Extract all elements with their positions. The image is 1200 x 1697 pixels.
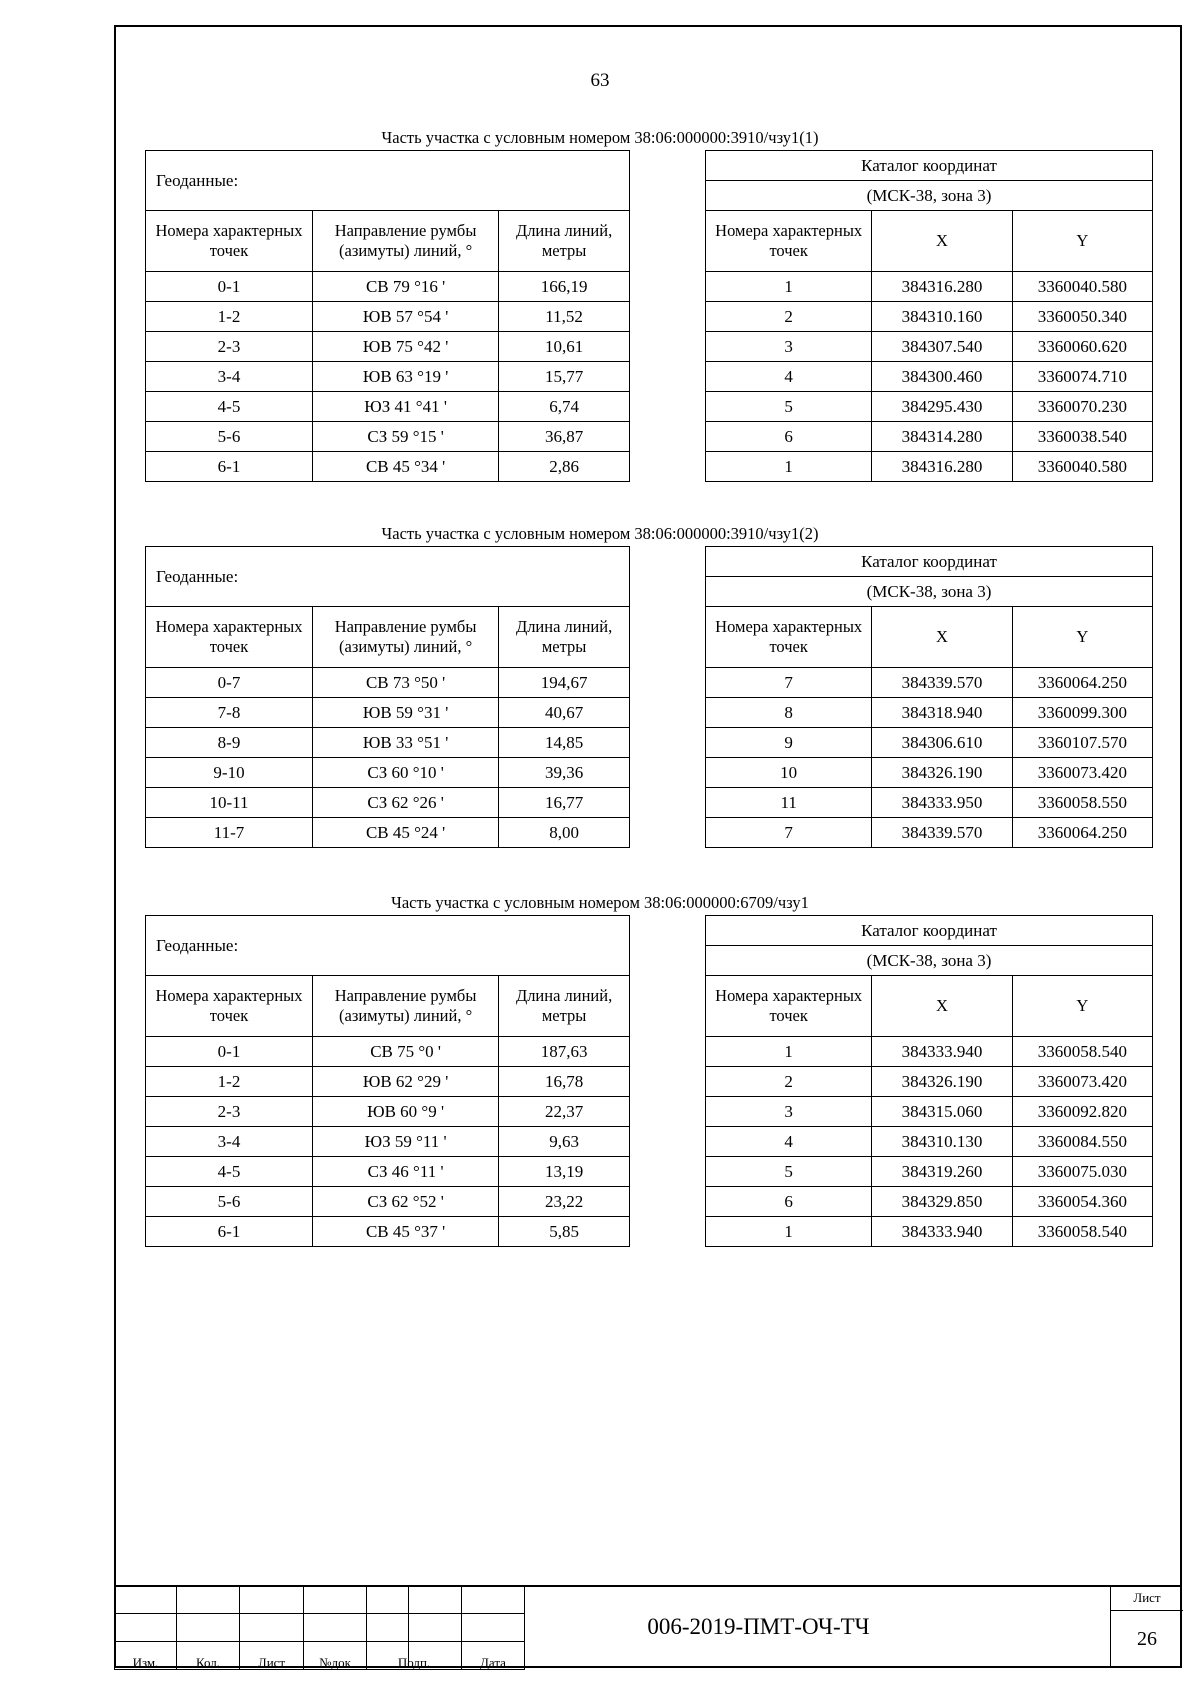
revision-label: Лист [240,1642,304,1670]
geodata-cell: 7-8 [146,698,313,728]
table-row [146,668,630,698]
table-row [146,362,630,392]
geodata-cell: 10,61 [499,332,630,362]
geodata-header: Номера характерных точек [146,211,313,272]
geodata-cell: 22,37 [499,1097,630,1127]
geodata-cell: 4-5 [146,1157,313,1187]
table-row [146,272,630,302]
table-row [146,698,630,728]
geodata-cell: 10-11 [146,788,313,818]
geodata-header: Направление румбы (азимуты) линий, ° [313,211,499,272]
geodata-cell: 3-4 [146,362,313,392]
table-row [706,302,1153,332]
catalog-cell: 384333.950 [872,788,1012,818]
catalog-cell: 3 [706,332,872,362]
geodata-title: Геоданные: [146,547,630,607]
catalog-cell: 1 [706,272,872,302]
table-row [146,728,630,758]
coordinate-catalog-table [705,150,1153,482]
geodata-cell: 5-6 [146,1187,313,1217]
table-row [146,788,630,818]
catalog-header: Y [1012,607,1152,668]
table-row [706,788,1153,818]
catalog-header: Y [1012,211,1152,272]
catalog-cell: 5 [706,392,872,422]
catalog-cell: 1 [706,1037,872,1067]
geodata-cell: СЗ 46 °11 ' [313,1157,499,1187]
table-row [146,1127,630,1157]
geodata-cell: СВ 45 °24 ' [313,818,499,848]
geodata-cell: СЗ 60 °10 ' [313,758,499,788]
table-row [146,392,630,422]
geodata-cell: 2,86 [499,452,630,482]
catalog-cell: 8 [706,698,872,728]
section-title: Часть участка с условным номером 38:06:000000:3910/чзу1(1) [381,128,819,147]
geodata-cell: 9,63 [499,1127,630,1157]
geodata-cell: 8,00 [499,818,630,848]
geodata-cell: 23,22 [499,1187,630,1217]
table-row [706,1097,1153,1127]
geodata-header: Номера характерных точек [146,976,313,1037]
catalog-cell: 7 [706,668,872,698]
geodata-cell: СЗ 62 °26 ' [313,788,499,818]
catalog-cell: 5 [706,1157,872,1187]
catalog-cell: 4 [706,1127,872,1157]
catalog-cell: 384333.940 [872,1217,1012,1247]
catalog-header: X [872,976,1012,1037]
revision-label: Изм. [115,1642,177,1670]
geodata-cell: ЮВ 60 °9 ' [313,1097,499,1127]
catalog-cell: 384339.570 [872,818,1012,848]
table-row [146,1187,630,1217]
catalog-header: X [872,211,1012,272]
document-code: 006-2019-ПМТ-ОЧ-ТЧ [408,1585,1108,1668]
table-row [706,1037,1153,1067]
geodata-title: Геоданные: [146,151,630,211]
table-row [706,1187,1153,1217]
table-row [706,698,1153,728]
catalog-cell: 384339.570 [872,668,1012,698]
geodata-cell: 194,67 [499,668,630,698]
table-row [706,728,1153,758]
table-row [146,422,630,452]
geodata-header: Длина линий, метры [499,976,630,1037]
geodata-cell: 5,85 [499,1217,630,1247]
table-row [706,668,1153,698]
catalog-cell: 3360040.580 [1012,272,1152,302]
revision-label: №док [304,1642,367,1670]
table-row [146,1157,630,1187]
catalog-title: Каталог координат [706,916,1153,946]
catalog-header: Номера характерных точек [706,211,872,272]
catalog-cell: 2 [706,302,872,332]
geodata-header: Длина линий, метры [499,607,630,668]
geodata-cell: 2-3 [146,1097,313,1127]
geodata-cell: 166,19 [499,272,630,302]
table-row [146,1097,630,1127]
geodata-cell: 187,63 [499,1037,630,1067]
geodata-cell: 6-1 [146,452,313,482]
section-title: Часть участка с условным номером 38:06:000000:6709/чзу1 [391,893,809,912]
table-row [146,332,630,362]
table-row [146,1217,630,1247]
revision-label: Подп. [367,1642,462,1670]
geodata-cell: 6,74 [499,392,630,422]
geodata-cell: 0-7 [146,668,313,698]
geodata-cell: ЮВ 57 °54 ' [313,302,499,332]
geodata-cell: СВ 73 °50 ' [313,668,499,698]
catalog-cell: 3360038.540 [1012,422,1152,452]
table-row [706,758,1153,788]
table-row [146,818,630,848]
catalog-cell: 384326.190 [872,1067,1012,1097]
table-row [706,362,1153,392]
catalog-cell: 3360070.230 [1012,392,1152,422]
geodata-cell: ЮЗ 59 °11 ' [313,1127,499,1157]
geodata-header: Номера характерных точек [146,607,313,668]
catalog-cell: 384310.130 [872,1127,1012,1157]
catalog-cell: 2 [706,1067,872,1097]
catalog-cell: 3360050.340 [1012,302,1152,332]
catalog-cell: 384306.610 [872,728,1012,758]
geodata-table [145,915,630,1247]
geodata-header: Направление румбы (азимуты) линий, ° [313,976,499,1037]
geodata-cell: 9-10 [146,758,313,788]
catalog-subtitle: (МСК-38, зона 3) [706,181,1153,211]
table-row [706,422,1153,452]
table-row [706,272,1153,302]
catalog-cell: 4 [706,362,872,392]
catalog-cell: 3360040.580 [1012,452,1152,482]
geodata-header: Направление румбы (азимуты) линий, ° [313,607,499,668]
table-row [706,1217,1153,1247]
geodata-cell: 3-4 [146,1127,313,1157]
sheet-number: 26 [1137,1628,1157,1650]
catalog-cell: 384326.190 [872,758,1012,788]
catalog-cell: 1 [706,452,872,482]
geodata-cell: 11-7 [146,818,313,848]
table-row [706,1127,1153,1157]
catalog-cell: 3360060.620 [1012,332,1152,362]
geodata-cell: 40,67 [499,698,630,728]
catalog-cell: 3360099.300 [1012,698,1152,728]
geodata-cell: 6-1 [146,1217,313,1247]
geodata-cell: 39,36 [499,758,630,788]
catalog-cell: 384315.060 [872,1097,1012,1127]
revision-label: Дата [462,1642,525,1670]
section-title: Часть участка с условным номером 38:06:000000:3910/чзу1(2) [381,524,819,543]
catalog-cell: 7 [706,818,872,848]
catalog-subtitle: (МСК-38, зона 3) [706,946,1153,976]
geodata-cell: 2-3 [146,332,313,362]
catalog-cell: 384333.940 [872,1037,1012,1067]
geodata-cell: СВ 79 °16 ' [313,272,499,302]
sheet-label: Лист [1111,1585,1183,1611]
geodata-cell: ЮВ 62 °29 ' [313,1067,499,1097]
table-row [706,452,1153,482]
geodata-cell: 1-2 [146,1067,313,1097]
geodata-cell: ЮВ 59 °31 ' [313,698,499,728]
catalog-cell: 3360107.570 [1012,728,1152,758]
geodata-cell: 0-1 [146,1037,313,1067]
table-row [706,1067,1153,1097]
catalog-title: Каталог координат [706,547,1153,577]
catalog-header: Номера характерных точек [706,976,872,1037]
catalog-cell: 3360074.710 [1012,362,1152,392]
catalog-cell: 3360058.550 [1012,788,1152,818]
catalog-cell: 384295.430 [872,392,1012,422]
geodata-cell: СВ 75 °0 ' [313,1037,499,1067]
geodata-cell: ЮВ 63 °19 ' [313,362,499,392]
table-row [146,452,630,482]
catalog-cell: 3360075.030 [1012,1157,1152,1187]
sheet-box [1110,1585,1182,1668]
geodata-cell: 4-5 [146,392,313,422]
catalog-header: Номера характерных точек [706,607,872,668]
catalog-cell: 3360073.420 [1012,1067,1152,1097]
catalog-cell: 384310.160 [872,302,1012,332]
geodata-header: Длина линий, метры [499,211,630,272]
geodata-cell: 1-2 [146,302,313,332]
catalog-title: Каталог координат [706,151,1153,181]
catalog-subtitle: (МСК-38, зона 3) [706,577,1153,607]
geodata-cell: ЮВ 33 °51 ' [313,728,499,758]
catalog-cell: 3360092.820 [1012,1097,1152,1127]
catalog-cell: 9 [706,728,872,758]
catalog-header: Y [1012,976,1152,1037]
geodata-cell: 14,85 [499,728,630,758]
geodata-table [145,150,630,482]
catalog-cell: 3360064.250 [1012,818,1152,848]
coordinate-catalog-table [705,915,1153,1247]
catalog-cell: 3360084.550 [1012,1127,1152,1157]
catalog-cell: 384300.460 [872,362,1012,392]
catalog-cell: 11 [706,788,872,818]
geodata-cell: 36,87 [499,422,630,452]
table-row [146,758,630,788]
geodata-cell: 15,77 [499,362,630,392]
catalog-cell: 384318.940 [872,698,1012,728]
geodata-cell: 5-6 [146,422,313,452]
catalog-cell: 6 [706,422,872,452]
catalog-cell: 384314.280 [872,422,1012,452]
geodata-cell: 0-1 [146,272,313,302]
catalog-cell: 384316.280 [872,452,1012,482]
table-row [146,1067,630,1097]
geodata-cell: СЗ 59 °15 ' [313,422,499,452]
catalog-cell: 1 [706,1217,872,1247]
geodata-cell: СВ 45 °34 ' [313,452,499,482]
geodata-cell: СВ 45 °37 ' [313,1217,499,1247]
catalog-cell: 384316.280 [872,272,1012,302]
revision-label: Кол. [177,1642,240,1670]
catalog-header: X [872,607,1012,668]
catalog-cell: 3 [706,1097,872,1127]
geodata-table [145,546,630,848]
table-row [146,1037,630,1067]
catalog-cell: 384329.850 [872,1187,1012,1217]
catalog-cell: 384319.260 [872,1157,1012,1187]
geodata-cell: ЮЗ 41 °41 ' [313,392,499,422]
catalog-cell: 384307.540 [872,332,1012,362]
geodata-cell: 16,78 [499,1067,630,1097]
catalog-cell: 3360064.250 [1012,668,1152,698]
geodata-title: Геоданные: [146,916,630,976]
geodata-cell: 16,77 [499,788,630,818]
table-row [706,332,1153,362]
catalog-cell: 3360058.540 [1012,1037,1152,1067]
catalog-cell: 10 [706,758,872,788]
geodata-cell: СЗ 62 °52 ' [313,1187,499,1217]
table-row [706,818,1153,848]
geodata-cell: ЮВ 75 °42 ' [313,332,499,362]
table-row [146,302,630,332]
catalog-cell: 6 [706,1187,872,1217]
page-number: 63 [590,70,610,91]
table-row [706,1157,1153,1187]
geodata-cell: 11,52 [499,302,630,332]
catalog-cell: 3360058.540 [1012,1217,1152,1247]
catalog-cell: 3360054.360 [1012,1187,1152,1217]
table-row [706,392,1153,422]
geodata-cell: 13,19 [499,1157,630,1187]
geodata-cell: 8-9 [146,728,313,758]
catalog-cell: 3360073.420 [1012,758,1152,788]
coordinate-catalog-table [705,546,1153,848]
